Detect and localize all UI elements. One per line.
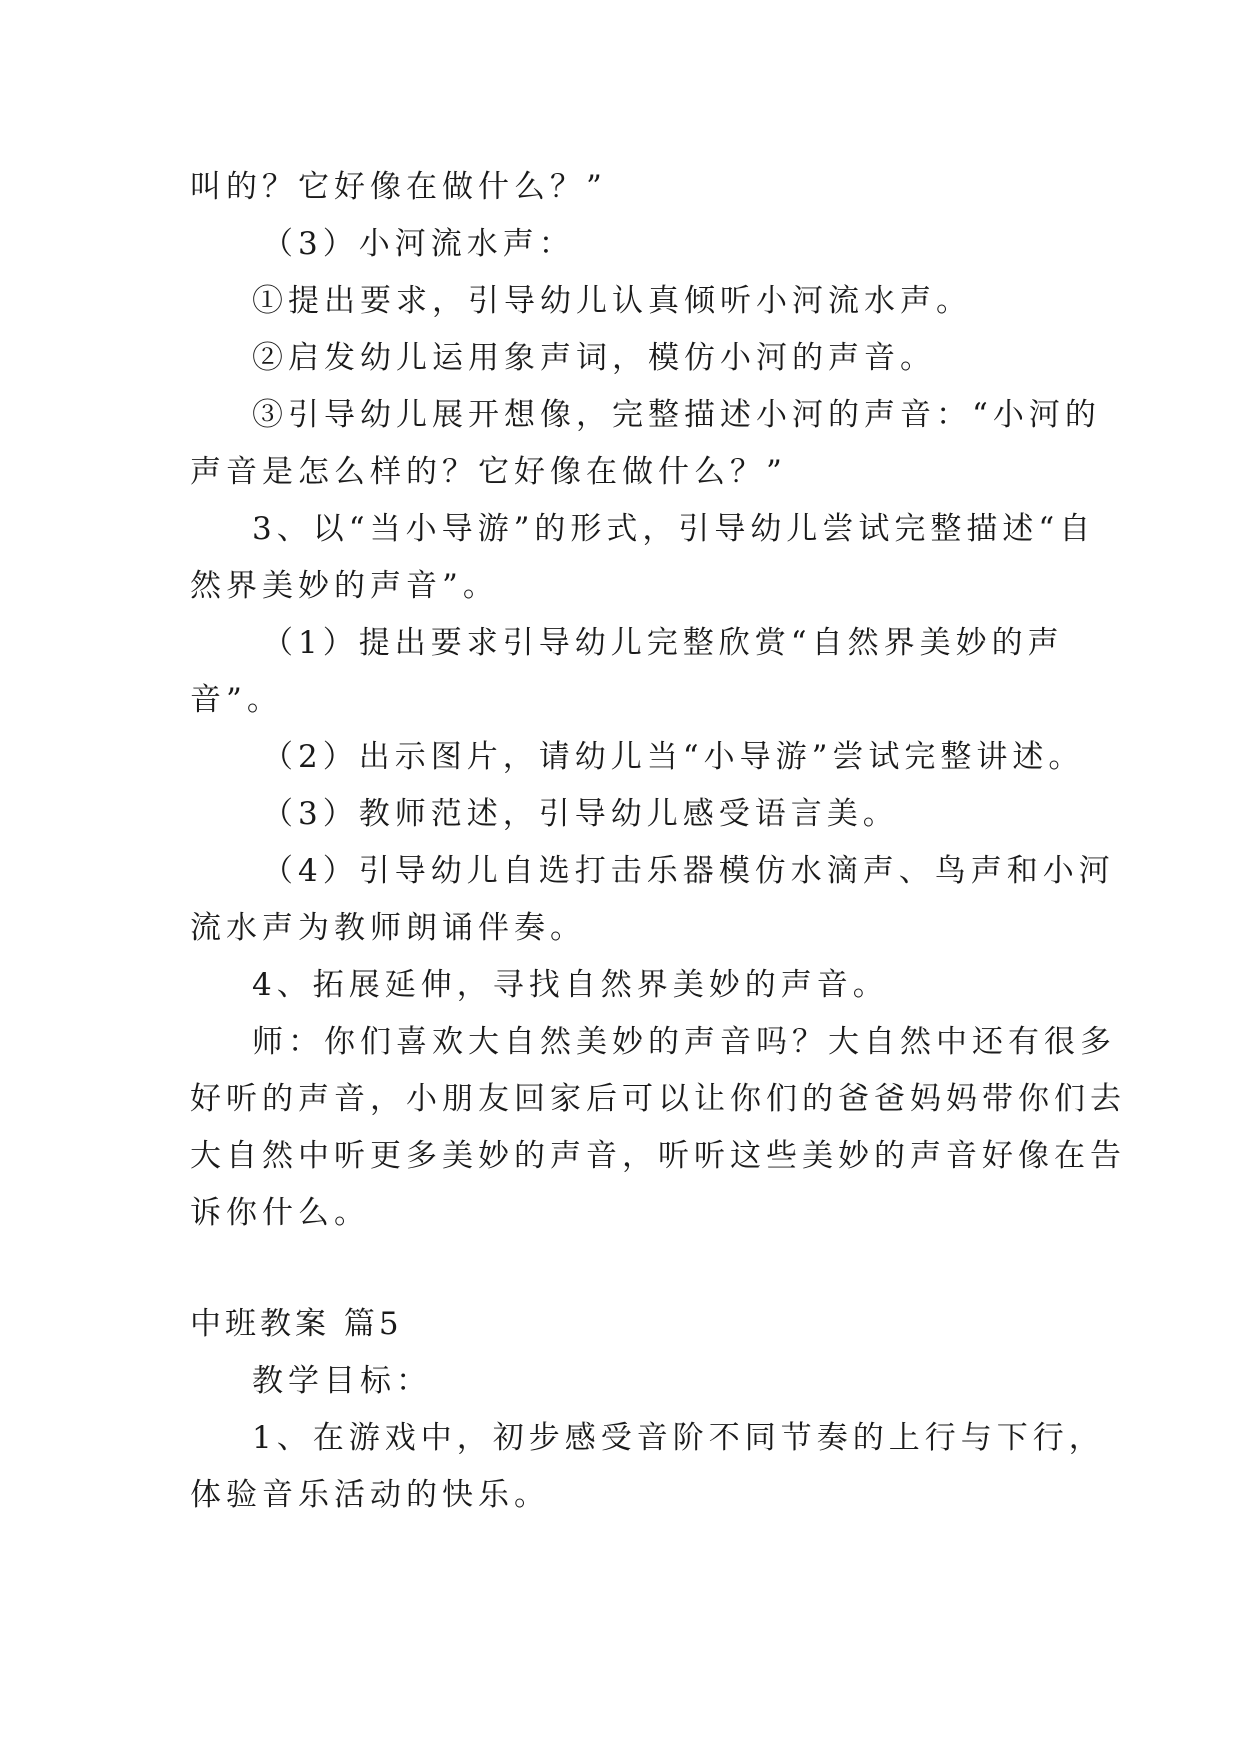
text-line: 诉你什么。 [190,1195,370,1231]
text-line: 然界美妙的声音”。 [190,568,499,604]
text-line: （1）提出要求引导幼儿完整欣赏“自然界美妙的声 [262,625,1064,661]
text-line: 4、拓展延伸，寻找自然界美妙的声音。 [252,967,889,1003]
text-line: 体验音乐活动的快乐。 [190,1477,550,1513]
text-line: （4）引导幼儿自选打击乐器模仿水滴声、鸟声和小河 [262,853,1115,889]
text-line: （2）出示图片，请幼儿当“小导游”尝试完整讲述。 [262,739,1085,775]
text-line: 叫的？它好像在做什么？” [190,169,607,205]
text-line: 1、在游戏中，初步感受音阶不同节奏的上行与下行， [252,1420,1105,1456]
text-line: 教学目标： [252,1363,432,1399]
text-line: 声音是怎么样的？它好像在做什么？” [190,454,787,490]
section-heading: 中班教案 篇5 [190,1306,403,1342]
text-line: ①提出要求，引导幼儿认真倾听小河流水声。 [252,283,972,319]
text-line: 好听的声音，小朋友回家后可以让你们的爸爸妈妈带你们去 [190,1081,1126,1117]
text-line: ③引导幼儿展开想像，完整描述小河的声音：“小河的 [252,397,1101,433]
text-line: 流水声为教师朗诵伴奏。 [190,910,586,946]
text-line: 3、以“当小导游”的形式，引导幼儿尝试完整描述“自 [252,511,1096,547]
text-line: 音”。 [190,682,283,718]
text-line: 大自然中听更多美妙的声音，听听这些美妙的声音好像在告 [190,1138,1126,1174]
text-line: （3）教师范述，引导幼儿感受语言美。 [262,796,899,832]
text-line: 师：你们喜欢大自然美妙的声音吗？大自然中还有很多 [252,1024,1116,1060]
text-line: （3）小河流水声： [262,226,575,262]
text-line: ②启发幼儿运用象声词，模仿小河的声音。 [252,340,936,376]
